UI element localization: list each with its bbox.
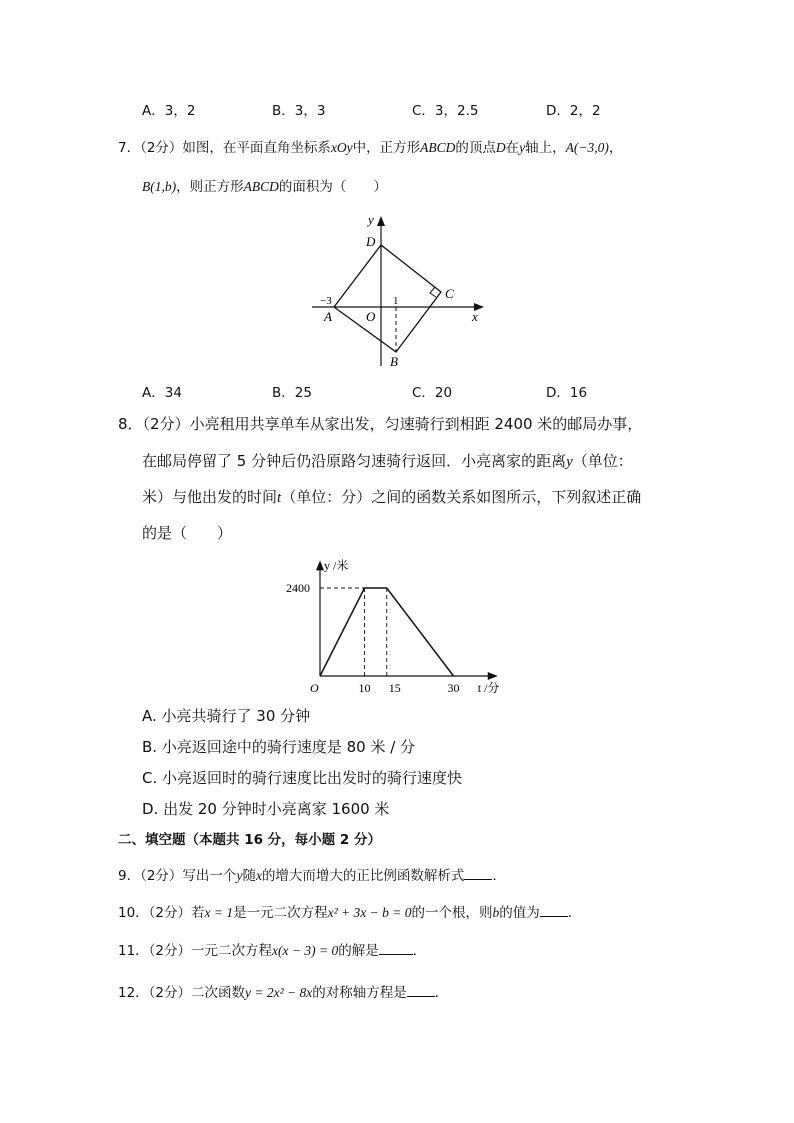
chart-x-tick: 15 bbox=[388, 681, 401, 695]
q10-b: 是一元二次方程 bbox=[233, 905, 328, 921]
chart-x-label: t /分 bbox=[477, 681, 500, 695]
q12-expr: y = 2x² − 8x bbox=[245, 985, 313, 1000]
q7-d: D bbox=[495, 140, 506, 155]
label-x: x bbox=[472, 309, 478, 324]
square-abcd bbox=[334, 245, 441, 352]
q7-option-c: C．20 bbox=[412, 385, 453, 401]
q12-end: ． bbox=[434, 985, 449, 1001]
q9-question bbox=[118, 865, 506, 886]
q10-a: 10．（2分）若 bbox=[118, 905, 205, 921]
q10-c: 的一个根，则 bbox=[411, 905, 493, 921]
right-angle-mark bbox=[430, 287, 436, 297]
q7-option-a: A．34 bbox=[142, 385, 182, 401]
q8-line2-a: 在邮局停留了 5 分钟后仍沿原路匀速骑行返回．小亮离家的距离 bbox=[142, 452, 567, 470]
q8-line3-b: （单位：分）之间的函数关系如图所示，下列叙述正确 bbox=[281, 488, 642, 506]
chart-x-axis-arrow bbox=[488, 672, 498, 680]
q7-question-line1 bbox=[118, 138, 622, 158]
chart-origin-label: O bbox=[310, 681, 319, 695]
q6-option-d: D．2，2 bbox=[546, 103, 601, 119]
q10-answer-blank bbox=[540, 902, 568, 917]
q9-c: 的增大而增大的正比例函数解析式 bbox=[261, 868, 465, 884]
q7-option-d: D．16 bbox=[546, 385, 588, 401]
q11-question bbox=[118, 940, 426, 961]
q9-a: 9．（2分）写出一个 bbox=[118, 868, 237, 884]
label-o: O bbox=[366, 309, 376, 324]
chart-x-tick: 30 bbox=[447, 681, 460, 695]
q9-answer-blank bbox=[464, 865, 492, 880]
chart-x-tick: 10 bbox=[358, 681, 371, 695]
label-d: D bbox=[366, 234, 376, 249]
q6-option-b: B．3，3 bbox=[272, 103, 326, 119]
q11-answer-blank bbox=[379, 940, 413, 955]
q7-line2-abcd: ABCD bbox=[243, 179, 279, 194]
q8-question-line4: 的是（ ） bbox=[142, 524, 233, 542]
q11-expr: x(x − 3) = 0 bbox=[272, 943, 339, 958]
q9-b: 随 bbox=[242, 868, 256, 884]
chart-y-axis-arrow bbox=[316, 560, 324, 570]
q10-end: ． bbox=[567, 905, 582, 921]
q12-b: 的对称轴方程是 bbox=[312, 985, 407, 1001]
q7-prefix: 7．（2分）如图，在平面直角坐标系 bbox=[118, 140, 331, 156]
chart-y-tick: 2400 bbox=[286, 581, 310, 595]
q11-end: ． bbox=[412, 943, 427, 959]
tick-neg3: −3 bbox=[320, 295, 332, 307]
q6-option-a: A．3，2 bbox=[142, 103, 196, 119]
label-y: y bbox=[368, 212, 374, 227]
q7-mid1: 中，正方形 bbox=[352, 140, 421, 156]
q12-a: 12．（2分）二次函数 bbox=[118, 985, 246, 1001]
section2-title: 二、填空题（本题共 16 分，每小题 2 分） bbox=[118, 832, 381, 848]
q7-xoy: xOy bbox=[330, 140, 353, 155]
q8-line3-t: t bbox=[277, 490, 282, 506]
q8-question-line3 bbox=[142, 486, 641, 509]
q10-expr1: x = 1 bbox=[204, 905, 234, 920]
q7-square-figure bbox=[300, 208, 500, 373]
q8-distance-time-chart bbox=[280, 555, 520, 700]
q9-end: ． bbox=[492, 868, 506, 884]
label-a: A bbox=[324, 309, 332, 324]
q8-option-c: C. 小亮返回时的骑行速度比出发时的骑行速度快 bbox=[142, 769, 463, 787]
q7-b-point: B(1,b) bbox=[142, 179, 177, 194]
q7-question-line2 bbox=[142, 177, 387, 197]
q8-line2-b: （单位： bbox=[572, 452, 633, 470]
chart-y-label: y /米 bbox=[324, 558, 349, 573]
q8-option-d: D. 出发 20 分钟时小亮离家 1600 米 bbox=[142, 800, 390, 818]
q10-d: 的值为 bbox=[499, 905, 540, 921]
q7-y: y bbox=[519, 140, 526, 155]
label-c: C bbox=[445, 286, 454, 301]
q7-mid2: 的顶点 bbox=[455, 140, 496, 156]
q8-question-line2 bbox=[142, 450, 633, 473]
q11-b: 的解是 bbox=[338, 943, 379, 959]
q9-x: x bbox=[255, 868, 262, 883]
q12-answer-blank bbox=[407, 982, 435, 997]
q8-option-a: A. 小亮共骑行了 30 分钟 bbox=[142, 707, 311, 725]
q7-mid3: 在 bbox=[505, 140, 520, 156]
label-b: B bbox=[390, 354, 398, 369]
q7-abcd: ABCD bbox=[420, 140, 456, 155]
q8-line2-y: y bbox=[566, 454, 573, 470]
q7-option-b: B．25 bbox=[272, 385, 312, 401]
q11-a: 11．（2分）一元二次方程 bbox=[118, 943, 273, 959]
q10-expr2: x² + 3x − b = 0 bbox=[327, 905, 412, 920]
q7-a-point: A(−3,0) bbox=[565, 140, 609, 155]
q8-line3-a: 米）与他出发的时间 bbox=[142, 488, 278, 506]
q10-bvar: b bbox=[492, 905, 500, 920]
q8-question-line1: 8．（2分）小亮租用共享单车从家出发，匀速骑行到相距 2400 米的邮局办事， bbox=[118, 415, 643, 433]
q6-option-c: C．3，2.5 bbox=[412, 103, 479, 119]
q7-line2-end: 的面积为（ ） bbox=[278, 179, 387, 195]
q7-comma: ， bbox=[608, 140, 623, 156]
tick-1: 1 bbox=[393, 295, 399, 307]
q9-y: y bbox=[236, 868, 243, 883]
q7-line2-mid: ，则正方形 bbox=[176, 179, 244, 195]
q10-question bbox=[118, 902, 581, 923]
q12-question bbox=[118, 982, 448, 1003]
q7-mid4: 轴上， bbox=[525, 140, 566, 156]
q8-option-b: B. 小亮返回途中的骑行速度是 80 米 / 分 bbox=[142, 738, 416, 756]
y-axis-arrow bbox=[377, 216, 385, 226]
